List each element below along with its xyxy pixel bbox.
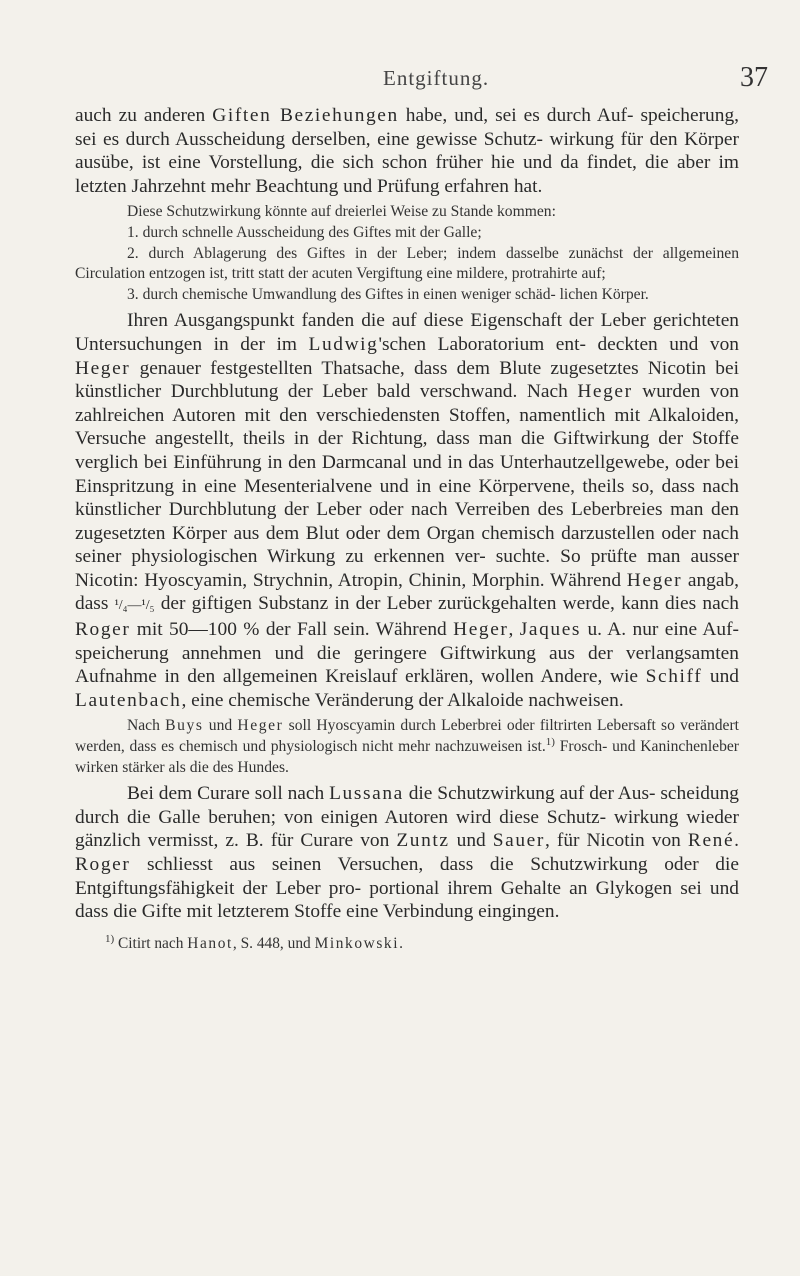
small-paragraph-intro: Diese Schutzwirkung könnte auf dreierlei Weise zu Stande kommen:	[127, 203, 556, 221]
author-name: Jaques	[519, 619, 582, 641]
text-span: wurden von zahlreichen Autoren mit den verschiedensten Stoffen, namentlich mit Alkaloiden, Versuche angestellt, theils in der Richtung, dass man die Giftwirkung der Stoffe verglich bei Einführung in den Darmcanal und in das Unterhautzellgewebe, oder bei Einspritzung in eine Mesenterialvene und in eine Körpervene, theils so, dass nach künstlicher Durchblutung der Leber oder nach Verreiben des Leberbreies man den zugesetzten Körper aus dem Blut oder dem Organ chemisch darzustellen oder nach seiner physiologischen Wirkung zu erkennen ver- suchte. So prüfte man ausser Nicotin: Hyoscyamin, Strychnin, Atropin, Chinin, Morphin. Während	[75, 381, 739, 591]
author-name: Heger	[75, 357, 131, 379]
text-span: 'schen Laboratorium ent- deckten und von	[378, 333, 739, 355]
text-span: Citirt nach	[114, 934, 188, 952]
author-name: Buys	[165, 717, 204, 735]
paragraph-1	[75, 104, 739, 198]
text-span: .	[399, 934, 403, 952]
text-span: Frosch- und Kaninchenleber wirken stärker als die des Hundes.	[75, 738, 739, 776]
text-span: Nach	[127, 717, 166, 735]
author-name: Roger	[75, 619, 131, 641]
text-span: , eine chemische Veränderung der Alkaloide nachweisen.	[181, 689, 624, 711]
footnote-mark: 1)	[105, 932, 115, 945]
author-name: Ludwig	[308, 333, 379, 355]
page-number: 37	[740, 62, 768, 93]
page-header	[0, 62, 800, 98]
paragraph-2	[75, 309, 739, 712]
text-span: soll Hyoscyamin durch Leberbrei oder filtrirten Lebersaft so verändert werden, dass es chemisch und physiologisch nicht mehr nachzuweisen ist.	[75, 717, 739, 756]
text-span: auch zu anderen	[75, 105, 213, 126]
text-span: angab, dass	[75, 569, 739, 615]
small-paragraph-item-2: 2. durch Ablagerung des Giftes in der Leber; indem dasselbe zunächst der allgemeinen Circulation entzogen ist, tritt statt der acuten Vergiftung eine mildere, protrahirte auf;	[75, 244, 739, 283]
small-paragraph-item-3: 3. durch chemische Umwandlung des Giftes in einen weniger schäd- lichen Körper.	[127, 285, 649, 303]
paragraph-3	[75, 782, 739, 924]
text-span: und	[702, 666, 739, 688]
text-span: genauer festgestellten Thatsache, dass dem Blute zugesetztes Nicotin bei künstlicher Durchblutung der Leber bald verschwand. Nach	[75, 357, 739, 403]
running-head: Entgiftung.	[383, 66, 490, 90]
author-name: René	[687, 830, 735, 852]
text-span: schliesst aus seinen Versuchen, dass die Schutzwirkung oder die Entgiftungsfähigkeit der Leber pro- portional ihrem Gehalte an Glykogen sei und dass die Gifte mit letzterem Stoffe eine Verbindung eingingen.	[75, 854, 739, 923]
text-span: und	[449, 830, 493, 852]
page-body	[75, 104, 739, 954]
text-span: und	[203, 717, 238, 735]
text-span: die Schutzwirkung auf der Aus- scheidung durch die Galle beruhen; von einigen Autoren wird diese Schutz- wirkung wieder gänzlich vermisst, z. B. für Curare von	[75, 783, 739, 852]
author-name: Lussana	[329, 783, 404, 805]
fraction: ¹/₄—¹/₅	[114, 598, 155, 614]
author-name: Heger	[453, 619, 509, 641]
footnote	[75, 934, 739, 954]
text-span: .	[734, 830, 740, 852]
author-name: Heger	[237, 717, 284, 735]
text-span: ,	[508, 619, 520, 641]
small-paragraph-buys	[75, 716, 739, 778]
author-name: Heger	[626, 569, 683, 591]
author-name: Zuntz	[396, 830, 450, 852]
author-name: Heger	[577, 381, 633, 403]
text-span: mit 50—100 % der Fall sein. Während	[130, 619, 454, 641]
text-span: Ihren Ausgangspunkt fanden die auf diese Eigenschaft der Leber gerichteten Untersuchungen in der im	[75, 310, 739, 355]
author-name: Schiff	[645, 666, 703, 688]
text-span: u. A. nur eine Auf- speicherung annehmen und die geringere Giftwirkung aus der verlangsamten Aufnahme in den allgemeinen Kreislauf erklären, wollen Andere, wie	[75, 619, 740, 688]
author-name: Roger	[75, 854, 131, 875]
author-name: Hanot	[187, 934, 233, 952]
text-span: , S. 448, und	[232, 934, 315, 952]
spaced-phrase: Giften Beziehungen	[212, 105, 399, 126]
footnote-reference[interactable]: 1)	[545, 735, 555, 748]
text-span: , für Nicotin von	[544, 830, 688, 852]
author-name: Lautenbach	[75, 689, 182, 711]
author-name: Minkowski	[314, 934, 400, 952]
text-span: habe, und, sei es durch Auf- speicherung, sei es durch Ausscheidung derselben, eine gewisse Schutz- wirkung für den Körper ausübe, ist eine Vorstellung, die sich schon früher hie und da findet, die aber im letzten Jahrzehnt mehr Beachtung und Prüfung erfahren hat.	[75, 105, 739, 197]
text-span: Bei dem Curare soll nach	[127, 783, 330, 805]
text-span: der giftigen Substanz in der Leber zurückgehalten werde, kann dies nach	[154, 593, 739, 615]
author-name: Sauer	[492, 830, 545, 852]
small-paragraph-item-1: 1. durch schnelle Ausscheidung des Giftes mit der Galle;	[127, 223, 482, 241]
